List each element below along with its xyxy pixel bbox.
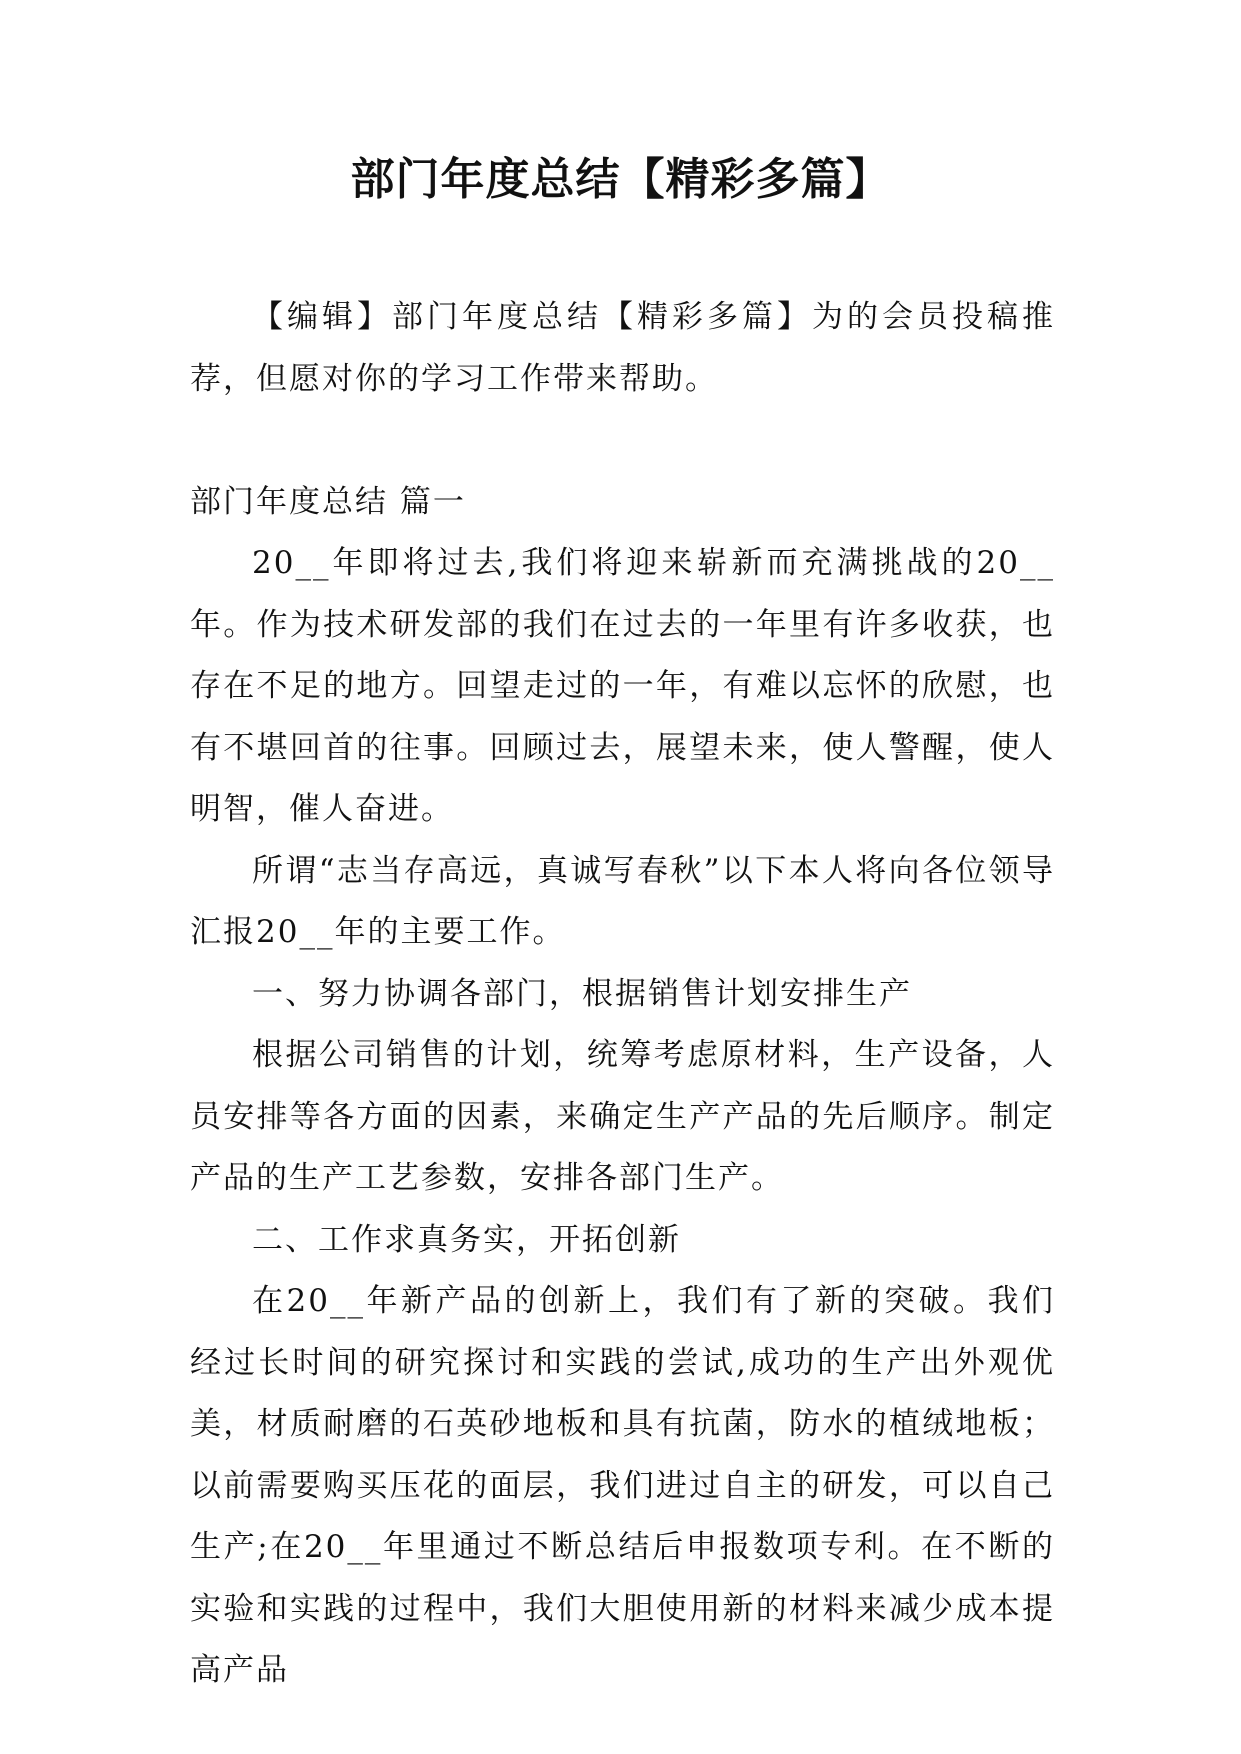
section-heading: 部门年度总结 篇一: [190, 483, 466, 520]
document-title: 部门年度总结【精彩多篇】: [350, 154, 891, 205]
body-paragraph: 20__年即将过去,我们将迎来崭新而充满挑战的20__年。作为技术研发部的我们在过去的一年里有许多收获，也存在不足的地方。回望走过的一年，有难以忘怀的欣慰，也有不堪回首的往事。回顾过去，展望未来，使人警醒，使人明智，催人奋进。: [190, 545, 1055, 827]
paragraph-spacer: [190, 410, 1055, 472]
body-paragraph: 所谓“志当存高远，真诚写春秋”以下本人将向各位领导汇报20__年的主要工作。: [190, 852, 1055, 950]
subheading-paragraph: 二、工作求真务实，开拓创新: [252, 1221, 681, 1258]
body-paragraph: 在20__年新产品的创新上，我们有了新的突破。我们经过长时间的研究探讨和实践的尝试,成功的生产出外观优美，材质耐磨的石英砂地板和具有抗菌，防水的植绒地板；以前需要购买压花的面层，我们进过自主的研发，可以自己生产;在20__年里通过不断总结后申报数项专利。在不断的实验和实践的过程中，我们大胆使用新的材料来减少成本提高产品: [190, 1283, 1055, 1688]
subheading-paragraph: 一、努力协调各部门，根据销售计划安排生产: [252, 975, 912, 1012]
body-paragraph: 根据公司销售的计划，统筹考虑原材料，生产设备，人员安排等各方面的因素，来确定生产产品的先后顺序。制定产品的生产工艺参数，安排各部门生产。: [190, 1037, 1055, 1196]
intro-paragraph: 【编辑】部门年度总结【精彩多篇】为的会员投稿推荐，但愿对你的学习工作带来帮助。: [190, 299, 1055, 397]
document-body: [190, 287, 1055, 1702]
